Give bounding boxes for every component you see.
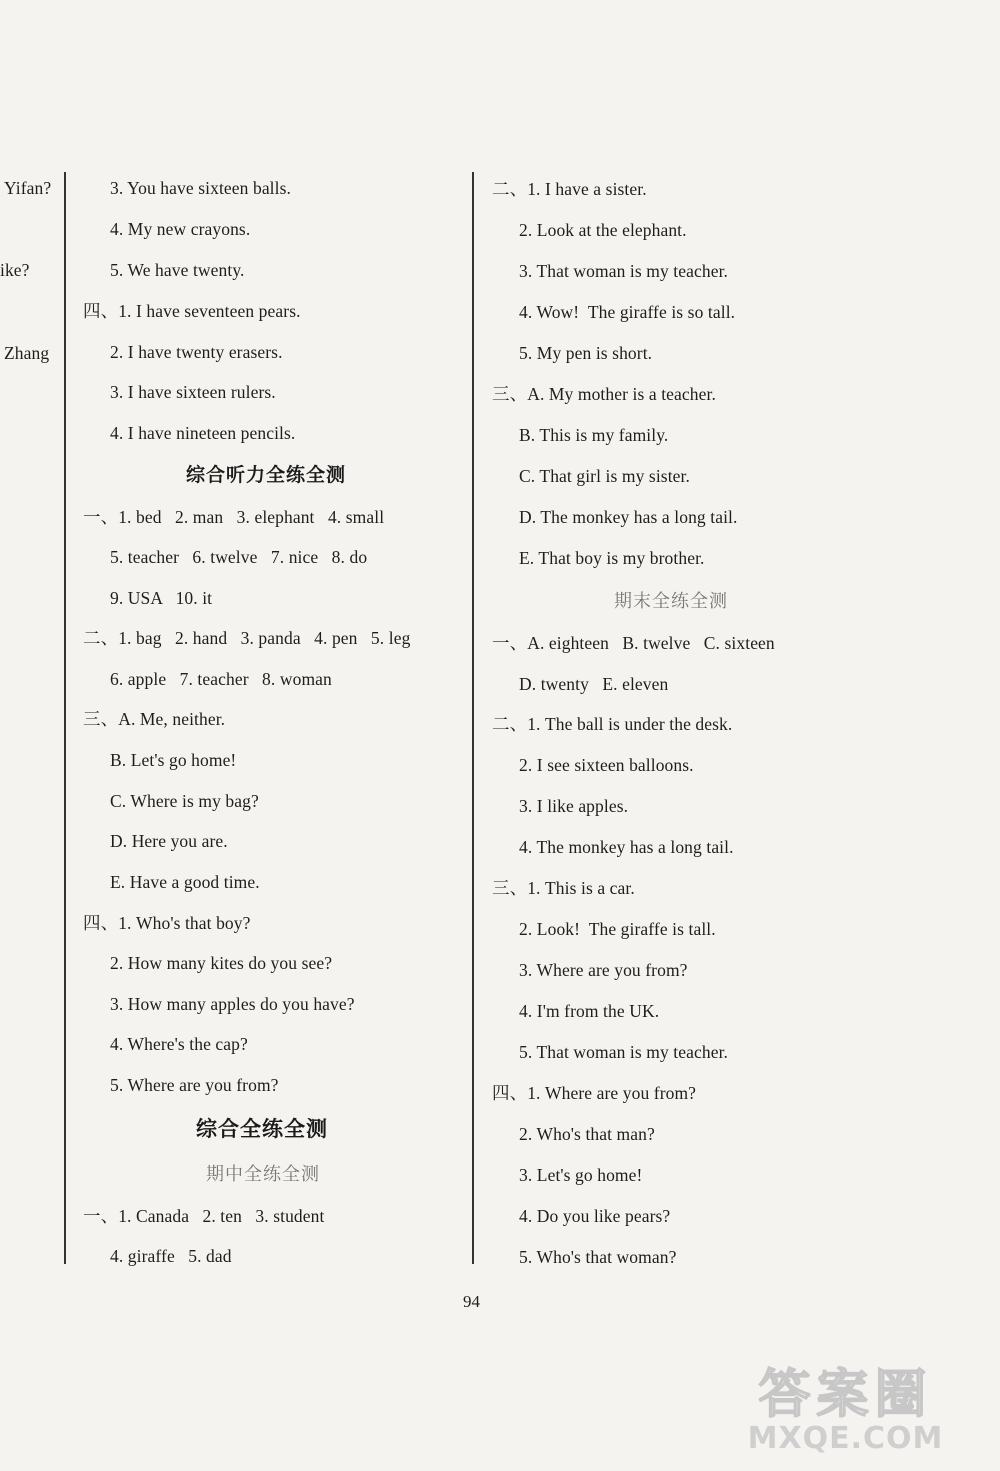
answer-line: 5. teacher 6. twelve 7. nice 8. do [110,547,368,567]
watermark-title: 答案圈 [758,1365,933,1425]
answer-line: C. That girl is my sister. [519,466,690,486]
answer-line: 2. I have twenty erasers. [110,342,283,362]
answer-line: 4. giraffe 5. dad [110,1246,232,1266]
answer-line: 5. My pen is short. [519,343,653,363]
answer-line: 4. My new crayons. [110,219,251,239]
answer-line: 3. I like apples. [519,796,629,816]
answer-line: 5. That woman is my teacher. [519,1042,729,1062]
answer-line: 一、1. Canada 2. ten 3. student [83,1206,325,1226]
answer-line: D. twenty E. eleven [519,674,669,694]
answer-line: 3. You have sixteen balls. [110,178,291,198]
answer-line: 5. Where are you from? [110,1075,279,1095]
answer-line: 4. I'm from the UK. [519,1001,660,1021]
answer-line: 四、1. I have seventeen pears. [83,301,301,321]
section-subheading: 期末全练全测 [614,591,728,612]
answer-line: 三、1. This is a car. [492,878,635,898]
column-divider [64,172,66,1264]
section-heading: 综合听力全练全测 [186,464,347,486]
answer-line: 5. We have twenty. [110,260,245,280]
answer-line: 3. That woman is my teacher. [519,261,729,281]
answer-line: 4. Where's the cap? [110,1034,248,1054]
column-divider [472,172,474,1264]
answer-line: 3. Where are you from? [519,960,688,980]
answer-line: 二、1. The ball is under the desk. [492,714,733,734]
answer-line: 3. I have sixteen rulers. [110,382,276,402]
answer-line: 9. USA 10. it [110,588,213,608]
answer-line: 2. I see sixteen balloons. [519,755,694,775]
edge-text: Zhang [4,343,50,363]
answer-line: D. The monkey has a long tail. [519,507,738,527]
section-subheading: 期中全练全测 [206,1164,320,1185]
answer-line: D. Here you are. [110,831,228,851]
watermark-url: MXQE.COM [747,1421,944,1456]
answer-line: E. Have a good time. [110,872,260,892]
answer-line: 一、1. bed 2. man 3. elephant 4. small [83,507,385,527]
answer-line: 4. Do you like pears? [519,1206,671,1226]
answer-line: 四、1. Who's that boy? [83,913,251,933]
answer-line: B. Let's go home! [110,750,237,770]
watermark-logo [713,1366,978,1461]
answer-line: 4. Wow! The giraffe is so tall. [519,302,736,322]
answer-line: 5. Who's that woman? [519,1247,677,1267]
page-number: 94 [463,1292,480,1311]
answer-line: 4. The monkey has a long tail. [519,837,734,857]
answer-line: B. This is my family. [519,425,669,445]
answer-line: 3. Let's go home! [519,1165,643,1185]
answer-line: 二、1. bag 2. hand 3. panda 4. pen 5. leg [83,628,411,648]
answer-line: 6. apple 7. teacher 8. woman [110,669,332,689]
answer-line: 三、A. Me, neither. [83,709,226,729]
answer-line: 一、A. eighteen B. twelve C. sixteen [492,633,775,653]
answer-line: E. That boy is my brother. [519,548,705,568]
edge-text: ike? [0,260,30,280]
answer-line: 2. Look at the elephant. [519,220,687,240]
answer-line: 2. Who's that man? [519,1124,655,1144]
answer-line: 4. I have nineteen pencils. [110,423,296,443]
answer-line: C. Where is my bag? [110,791,259,811]
answer-line: 三、A. My mother is a teacher. [492,384,716,404]
answer-line: 二、1. I have a sister. [492,179,647,199]
answer-line: 2. Look! The giraffe is tall. [519,919,716,939]
answer-line: 3. How many apples do you have? [110,994,355,1014]
edge-text: Yifan? [4,178,52,198]
section-heading: 综合全练全测 [196,1117,328,1141]
answer-line: 四、1. Where are you from? [492,1083,697,1103]
answer-line: 2. How many kites do you see? [110,953,333,973]
